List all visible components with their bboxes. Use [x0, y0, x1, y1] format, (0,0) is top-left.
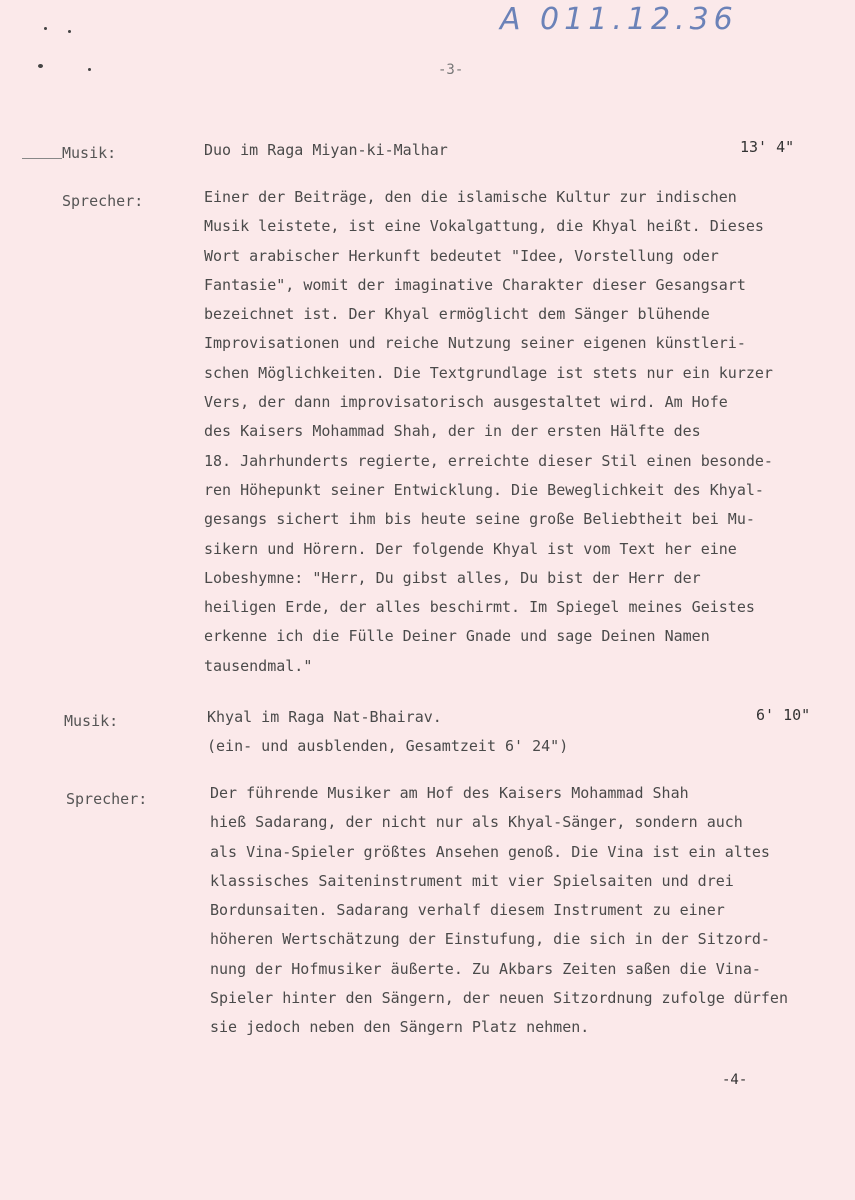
- archive-number: A 011.12.36: [500, 2, 738, 37]
- punch-mark-dot: [44, 27, 47, 30]
- punch-mark-dot: [38, 64, 43, 68]
- speaker-label: Sprecher:: [66, 790, 148, 808]
- music-title: Duo im Raga Miyan-ki-Malhar: [204, 141, 448, 159]
- page-number-top: -3-: [438, 62, 464, 78]
- punch-mark-dot: [88, 68, 91, 71]
- narration-text: Einer der Beiträge, den die islamische Kultur zur indischen Musik leistete, ist eine Vokalgattung, die Khyal heißt. Dieses Wort arabischer Herkunft bedeutet "Idee, Vorstellung oder Fantasie", womit der imaginative Charakter dieser Gesangsart bezeichnet ist. Der Khyal ermöglicht dem Sänger blühende Improvisationen und reiche Nutzung seiner eigenen künstleri- schen Möglichkeiten. Die Textgrundlage ist stets nur ein kurzer Vers, der dann improvisatorisch ausgestaltet wird. Am Hofe des Kaisers Mohammad Shah, der in der ersten Hälfte des 18. Jahrhunderts regierte, erreichte dieser Stil einen besonde- ren Höhepunkt seiner Entwicklung. Die Beweglichkeit des Khyal- gesangs sichert ihm bis heute seine große Beliebtheit bei Mu- sikern und Hörern. Der folgende Khyal ist vom Text her eine Lobeshymne: "Herr, Du gibst alles, Du bist der Herr der heiligen Erde, der alles beschirmt. Im Spiegel meines Geistes erkenne ich die Fülle Deiner Gnade und sage Deinen Namen tausendmal.": [204, 188, 773, 675]
- punch-mark-dot: [68, 30, 71, 33]
- margin-dash: [22, 158, 62, 159]
- speaker-label: Sprecher:: [62, 192, 144, 210]
- speaker-label: Musik:: [64, 712, 119, 730]
- music-duration: 6' 10": [756, 706, 811, 724]
- speaker-label: Musik:: [62, 144, 117, 162]
- music-duration: 13' 4": [740, 138, 795, 156]
- page-number-bottom: -4-: [722, 1072, 748, 1088]
- music-title: Khyal im Raga Nat-Bhairav. (ein- und ausblenden, Gesamtzeit 6' 24"): [207, 708, 569, 756]
- narration-text: Der führende Musiker am Hof des Kaisers Mohammad Shah hieß Sadarang, der nicht nur als Khyal-Sänger, sondern auch als Vina-Spieler größtes Ansehen genoß. Die Vina ist ein altes klassisches Saiteninstrument mit vier Spielsaiten und drei Bordunsaiten. Sadarang verhalf diesem Instrument zu einer höheren Wertschätzung der Einstufung, die sich in der Sitzord- nung der Hofmusiker äußerte. Zu Akbars Zeiten saßen die Vina- Spieler hinter den Sängern, der neuen Sitzordnung zufolge dürfen sie jedoch neben den Sängern Platz nehmen.: [210, 784, 788, 1037]
